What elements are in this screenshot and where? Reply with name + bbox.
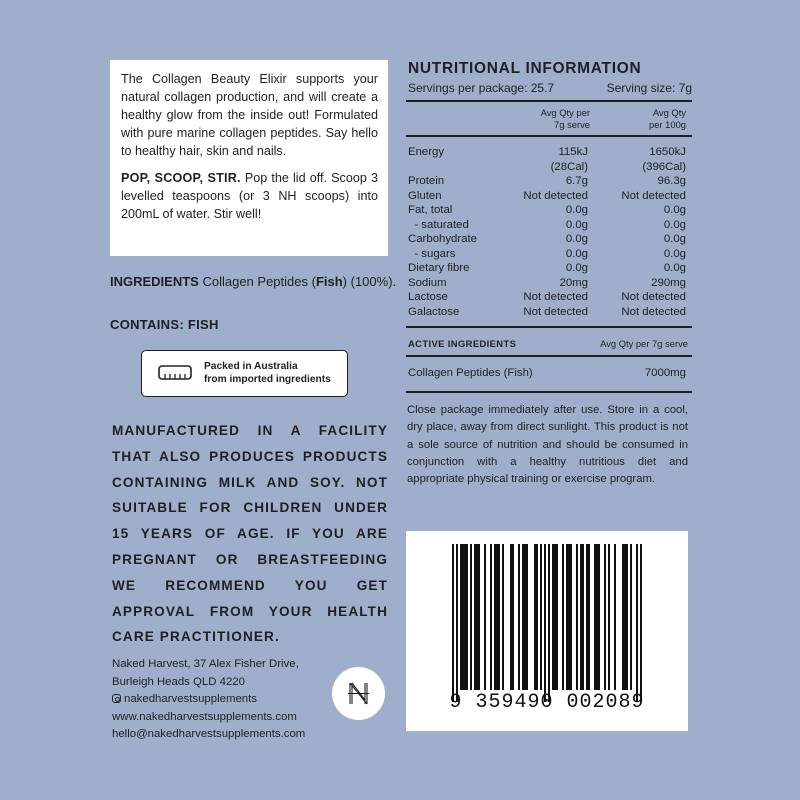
per-serve-value: 0.0g: [565, 247, 588, 260]
barcode-bar: [452, 544, 454, 702]
per-100g-cell: [657, 174, 686, 189]
barcode-bar: [510, 544, 512, 690]
rule-active-top: [406, 326, 692, 328]
rule-active-bottom: [406, 391, 692, 393]
nutrient-label: - sugars: [408, 247, 456, 260]
nutrition-row: [408, 232, 686, 247]
per-100g-cell: [664, 232, 686, 247]
barcode-bar: [470, 544, 472, 690]
active-ingredient-value: 7000mg: [644, 367, 686, 379]
per-serve-value: 20mg: [559, 276, 588, 289]
per-serve-value: 0.0g: [565, 204, 588, 216]
barcode-bar: [588, 544, 590, 690]
nutrition-table: [408, 145, 686, 319]
ingredients-text: Collagen Peptides (: [202, 274, 316, 289]
nutrition-row: [408, 218, 686, 233]
barcode-bar: [552, 544, 554, 690]
nutrition-row: [408, 174, 686, 189]
nutrient-label: Sodium: [408, 276, 447, 289]
barcode: [406, 531, 688, 731]
nutrient-label: Protein: [408, 175, 445, 187]
address-line-1: Naked Harvest, 37 Alex Fisher Drive,: [112, 658, 299, 670]
nutrient-label: Fat, total: [408, 204, 453, 216]
barcode-bar: [522, 544, 524, 690]
nutrient-label: Galactose: [408, 305, 460, 318]
per-serve-value: 0.0g: [565, 262, 588, 274]
barcode-bar: [494, 544, 496, 690]
rule-active-mid: [406, 355, 692, 357]
barcode-bar: [608, 544, 610, 690]
barcode-bar: [512, 544, 514, 690]
col2-header-line1: Avg Qty: [652, 107, 686, 118]
address-line-2: Burleigh Heads QLD 4220: [112, 675, 245, 688]
active-heading: ACTIVE INGREDIENTS: [408, 338, 517, 349]
nutrient-label: Energy: [408, 146, 445, 158]
barcode-bar: [566, 544, 568, 690]
ingredients-percentage: ) (100%).: [342, 274, 397, 289]
ingredients-statement: [110, 272, 400, 291]
per-100g-cell: [642, 145, 686, 174]
col1-header-line2: 7g serve: [554, 119, 590, 130]
per-serve-cell: [523, 189, 588, 204]
barcode-bar: [476, 544, 478, 690]
nutrition-row: [408, 261, 686, 276]
barcode-bar: [524, 544, 526, 690]
barcode-bar: [518, 544, 520, 690]
per-100g-cell: [621, 290, 686, 305]
rule-thick: [406, 100, 692, 102]
instagram-text: nakedharvestsupplements: [124, 693, 257, 705]
barcode-bar: [622, 544, 624, 690]
nutrient-label: Gluten: [408, 189, 442, 202]
per-100g-cell: [621, 305, 686, 320]
barcode-bar: [598, 544, 600, 690]
barcode-bar: [484, 544, 486, 690]
description-text: The Collagen Beauty Elixir supports your natural collagen production, and will create a healthy glow from the inside out! Formulated with pure marine collagen peptides. Say hello to healthy hair, skin and nails.: [121, 72, 378, 158]
per-serve-value: 6.7g: [565, 175, 588, 187]
nutrition-row: [408, 276, 686, 291]
per-serve-value: 115kJ: [558, 146, 588, 158]
barcode-bar: [502, 544, 504, 690]
barcode-bar: [586, 544, 588, 690]
per-100g-value: Not detected: [621, 189, 686, 202]
barcode-bar: [548, 544, 550, 702]
per-100g-value: Not detected: [621, 291, 686, 303]
packed-text: [204, 360, 344, 386]
barcode-bar: [456, 544, 458, 702]
per-serve-cell: [523, 305, 588, 320]
barcode-bar: [526, 544, 528, 690]
allergen-fish: Fish: [315, 274, 343, 289]
per-100g-cell: [664, 261, 686, 276]
per-100g-value: 0.0g: [663, 218, 686, 231]
barcode-bar: [462, 544, 464, 690]
active-ingredient-row: [408, 367, 686, 379]
barcode-bar: [540, 544, 542, 690]
barcode-bar: [570, 544, 572, 690]
barcode-bar: [596, 544, 598, 690]
usage-heading: POP, SCOOP, STIR.: [121, 171, 241, 185]
barcode-bar: [614, 544, 616, 690]
per-100g-value: 0.0g: [663, 262, 686, 274]
active-col-header: Avg Qty per 7g serve: [600, 338, 688, 349]
barcode-bar: [630, 544, 632, 690]
per-serve-cell: [566, 174, 588, 189]
instagram-handle[interactable]: [112, 691, 342, 709]
usage-instructions: [121, 169, 378, 223]
nutrient-label: - saturated: [408, 218, 469, 231]
nutrition-row: [408, 145, 686, 174]
ruler-icon: [158, 365, 192, 380]
serving-size: Serving size: 7g: [606, 81, 692, 95]
per-serve-value: Not detected: [523, 291, 588, 303]
barcode-bar: [554, 544, 556, 690]
barcode-bar: [490, 544, 492, 690]
per-serve-cell: [566, 247, 588, 262]
contains-statement: CONTAINS: FISH: [110, 317, 219, 332]
barcode-bar: [624, 544, 626, 690]
barcode-bar: [464, 544, 466, 690]
per-serve-cell: [551, 145, 588, 174]
per-serve-cell: [560, 276, 589, 291]
per-serve-cell: [523, 290, 588, 305]
nutrition-row: [408, 247, 686, 262]
ingredients-label: INGREDIENTS: [110, 274, 199, 289]
col-header-per-serve: [506, 107, 590, 131]
packed-line-2: from imported ingredients: [204, 374, 331, 385]
barcode-bar: [474, 544, 476, 690]
barcode-bar: [626, 544, 628, 690]
nutrient-label: Lactose: [408, 291, 448, 303]
per-serve-cell: [566, 232, 588, 247]
barcode-bar: [534, 544, 536, 690]
nutrient-label: Dietary fibre: [408, 262, 470, 274]
usage-text: Pop the lid off. Scoop 3 levelled teaspoons (or 3 NH scoops) into 200mL of water. Stir well!: [121, 171, 378, 221]
per-100g-value: 1650kJ: [649, 146, 686, 158]
barcode-bar: [496, 544, 498, 690]
per-serve-value: Not detected: [523, 305, 588, 318]
packed-line-1: Packed in Australia: [204, 361, 298, 372]
packed-in-australia-badge: [141, 350, 348, 397]
company-contact: [112, 656, 342, 744]
per-100g-value: 0.0g: [663, 247, 686, 260]
per-100g-value: 0.0g: [663, 204, 686, 216]
instagram-icon: [112, 694, 121, 703]
barcode-bar: [636, 544, 638, 702]
per-serve-cell: [566, 261, 588, 276]
per-100g-cell: [621, 189, 686, 204]
per-100g-cell: [651, 276, 686, 291]
nutrition-row: [408, 305, 686, 320]
nutrition-title: NUTRITIONAL INFORMATION: [408, 60, 642, 77]
col1-header-line1: Avg Qty per: [540, 107, 590, 118]
barcode-bar: [466, 544, 468, 690]
barcode-bar: [498, 544, 500, 690]
barcode-bar: [460, 544, 462, 690]
barcode-bar: [536, 544, 538, 690]
per-100g-cell: [664, 247, 686, 262]
barcode-bar: [562, 544, 564, 690]
per-serve-value-2: (28Cal): [550, 160, 588, 173]
per-100g-value: 0.0g: [663, 233, 686, 245]
col-header-per-100g: [606, 107, 686, 131]
barcode-bar: [478, 544, 480, 690]
description-box: [110, 60, 388, 256]
per-100g-value: Not detected: [621, 305, 686, 318]
website-link[interactable]: www.nakedharvestsupplements.com: [112, 710, 297, 723]
per-100g-value-2: (396Cal): [642, 160, 686, 173]
barcode-bar: [576, 544, 578, 690]
barcode-bar: [556, 544, 558, 690]
per-100g-cell: [664, 203, 686, 218]
nutrient-label: Carbohydrate: [408, 233, 478, 245]
col2-header-line2: per 100g: [648, 119, 686, 130]
per-100g-cell: [664, 218, 686, 233]
barcode-bar: [582, 544, 584, 690]
barcode-bar: [604, 544, 606, 690]
barcode-bar: [568, 544, 570, 690]
storage-instructions: Close package immediately after use. Store in a cool, dry place, away from direct sunlight. This product is not a sole source of nutrition and should be consumed in conjunction with a healthy nutritious diet and appropriate physical training or exercise program.: [407, 404, 688, 486]
barcode-bar: [640, 544, 642, 702]
per-serve-cell: [566, 218, 588, 233]
active-ingredient-label: Collagen Peptides (Fish): [408, 367, 533, 379]
per-100g-value: 290mg: [651, 276, 686, 289]
per-serve-value: 0.0g: [565, 233, 588, 245]
logo-n-icon: [332, 667, 385, 720]
rule-header: [406, 135, 692, 137]
per-serve-cell: [566, 203, 588, 218]
nutrition-row: [408, 203, 686, 218]
naked-harvest-logo: [332, 667, 385, 720]
barcode-graphic: [406, 531, 688, 731]
barcode-bar: [580, 544, 582, 690]
nutrition-row: [408, 189, 686, 204]
per-serve-value: 0.0g: [565, 218, 588, 231]
servings-per-package: Servings per package: 25.7: [408, 81, 555, 95]
servings-info: [408, 81, 692, 95]
per-100g-value: 96.3g: [657, 175, 686, 187]
barcode-bar: [544, 544, 546, 702]
email-link[interactable]: hello@nakedharvestsupplements.com: [112, 728, 306, 740]
barcode-bar: [594, 544, 596, 690]
nutrition-row: [408, 290, 686, 305]
allergen-warning: MANUFACTURED IN A FACILITY THAT ALSO PRODUCES PRODUCTS CONTAINING MILK AND SOY. NOT SUITABLE FOR CHILDREN UNDER 15 YEARS OF AGE. IF YOU ARE PREGNANT OR BREASTFEEDING WE RECOMMEND YOU GET APPROVAL FROM YOUR HEALTH CARE PRACTITIONER.: [112, 423, 388, 645]
barcode-digits: 9 359490 002089: [449, 691, 645, 714]
per-serve-value: Not detected: [523, 189, 588, 202]
